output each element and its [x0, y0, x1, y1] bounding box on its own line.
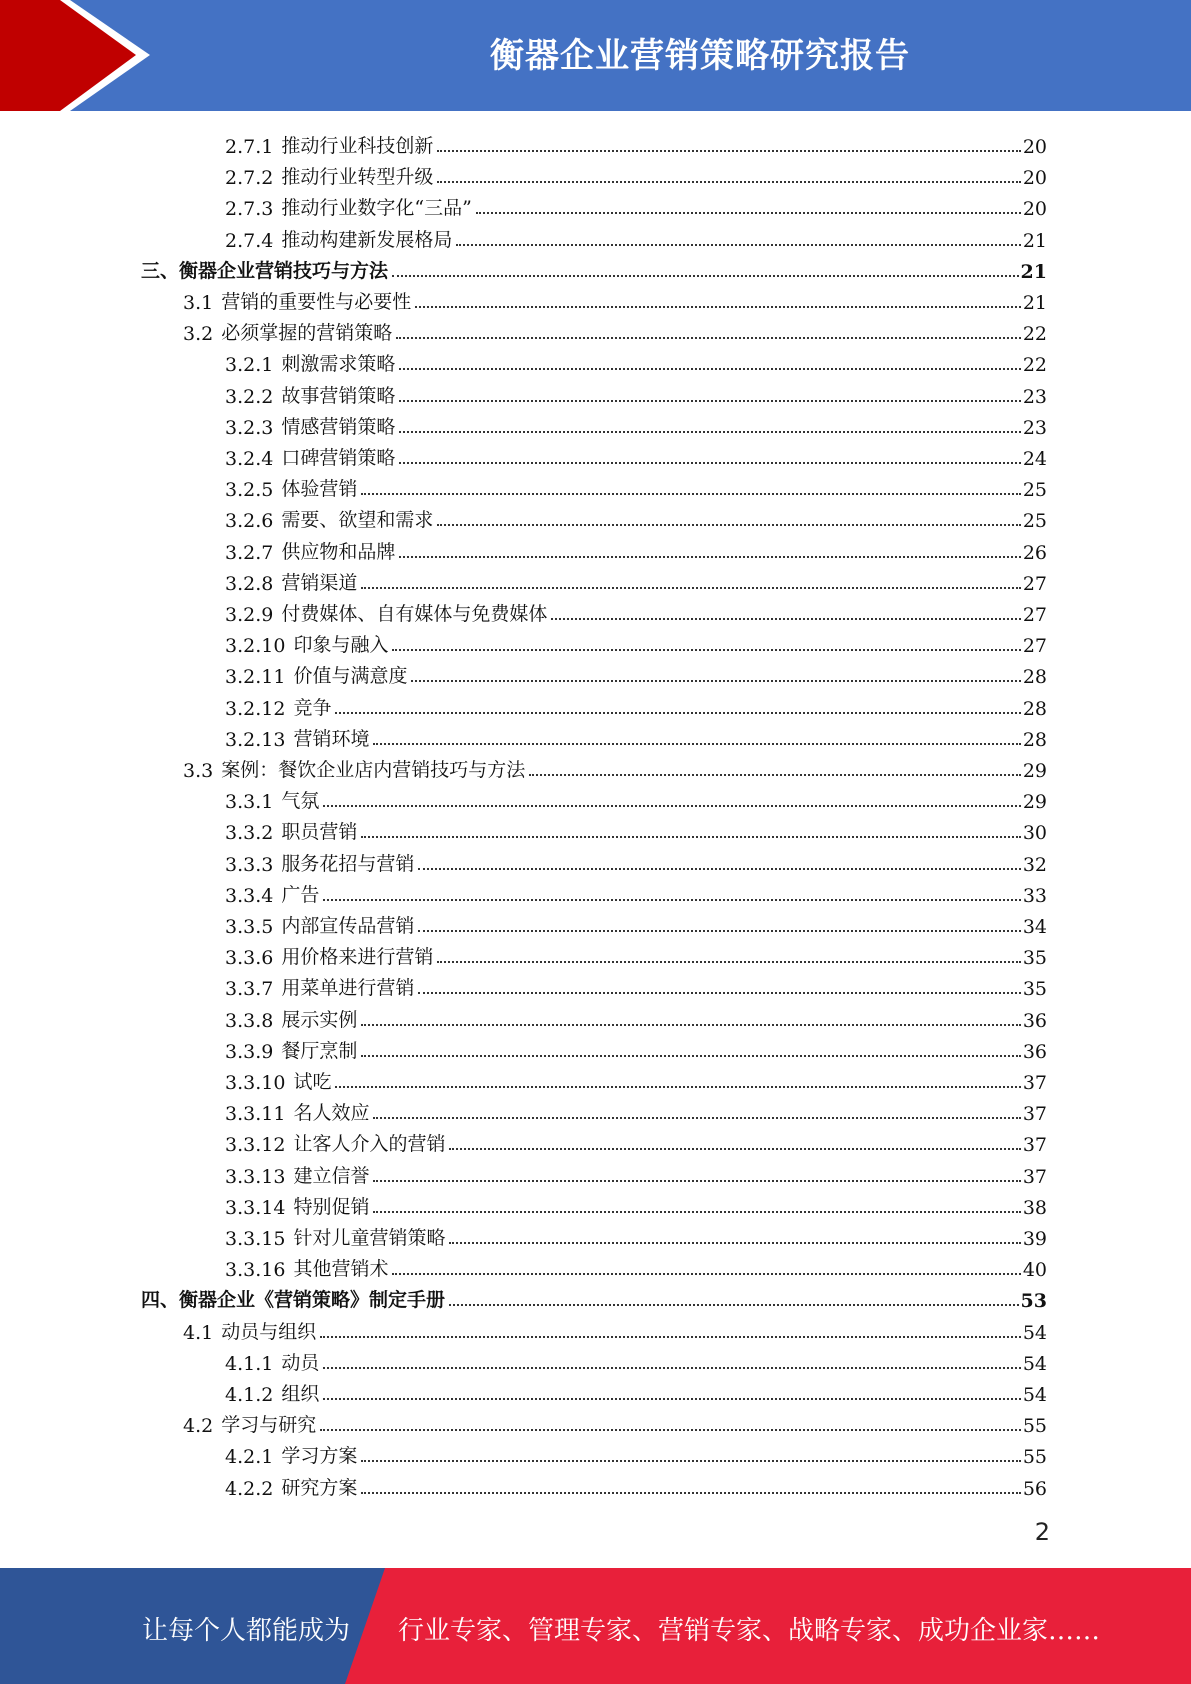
toc-entry-number: 3.3.11: [225, 1103, 286, 1125]
toc-entry-title: 需要、欲望和需求: [281, 509, 434, 531]
toc-entry-title: 服务花招与营销: [281, 853, 415, 875]
toc-entry-page: 20: [1022, 198, 1047, 220]
toc-entry-number: 4.1: [183, 1322, 214, 1344]
toc-entry[interactable]: [225, 813, 1047, 844]
toc-entry-number: 3.3: [183, 760, 214, 782]
toc-entry-title: 营销渠道: [281, 572, 358, 594]
toc-entry-number: 三、: [141, 260, 180, 282]
toc-entry-number: 2.7.2: [225, 167, 274, 189]
toc-entry-page: 54: [1022, 1353, 1047, 1375]
toc-entry-number: 3.3.3: [225, 854, 274, 876]
toc-entry[interactable]: [225, 1250, 1047, 1281]
toc-dot-leader: [361, 1023, 1020, 1026]
toc-entry-page: 28: [1022, 666, 1047, 688]
toc-entry[interactable]: [183, 1313, 1047, 1344]
toc-entry-page: 37: [1022, 1072, 1047, 1094]
toc-entry-number: 3.3.7: [225, 978, 274, 1000]
toc-entry-page: 37: [1022, 1103, 1047, 1125]
toc-entry-number: 2.7.3: [225, 198, 274, 220]
toc-entry-title: 推动构建新发展格局: [281, 229, 453, 251]
toc-entry-title: 营销环境: [293, 728, 370, 750]
toc-entry-title: 用价格来进行营销: [281, 946, 434, 968]
toc-dot-leader: [361, 1054, 1020, 1057]
toc-entry-number: 3.3.1: [225, 791, 274, 813]
toc-entry-title: 衡器企业营销技巧与方法: [179, 260, 389, 282]
toc-entry-title: 竞争: [293, 697, 332, 719]
toc-dot-leader: [361, 492, 1020, 495]
toc-entry-title: 动员与组织: [221, 1321, 317, 1343]
toc-entry-number: 3.2.13: [225, 729, 286, 751]
toc-entry-page: 37: [1022, 1134, 1047, 1156]
toc-entry[interactable]: [141, 252, 1047, 283]
footer-roles: 行业专家、管理专家、营销专家、战略专家、成功企业家……: [398, 1616, 1101, 1646]
toc-entry[interactable]: [225, 657, 1047, 688]
toc-dot-leader: [373, 1179, 1020, 1182]
toc-entry-number: 3.2.10: [225, 635, 286, 657]
toc-entry[interactable]: [225, 720, 1047, 751]
toc-entry-title: 推动行业科技创新: [281, 135, 434, 157]
toc-dot-leader: [449, 1303, 1019, 1306]
toc-dot-leader: [373, 1116, 1020, 1119]
toc-dot-leader: [323, 804, 1020, 807]
toc-entry-page: 27: [1022, 573, 1047, 595]
toc-entry-title: 让客人介入的营销: [293, 1133, 446, 1155]
toc-entry-title: 付费媒体、自有媒体与免费媒体: [281, 603, 548, 625]
toc-entry-title: 刺激需求策略: [281, 353, 396, 375]
toc-entry[interactable]: [225, 189, 1047, 220]
toc-entry-title: 印象与融入: [293, 634, 389, 656]
toc-entry-page: 23: [1022, 417, 1047, 439]
toc-entry-page: 35: [1022, 978, 1047, 1000]
toc-dot-leader: [399, 555, 1020, 558]
toc-entry[interactable]: [225, 1344, 1047, 1375]
toc-entry-page: 21: [1022, 230, 1047, 252]
toc-entry-title: 推动行业数字化“三品”: [281, 197, 472, 219]
page-number: 2: [1034, 1518, 1050, 1546]
toc-entry[interactable]: [225, 1469, 1047, 1500]
toc-dot-leader: [361, 1491, 1020, 1494]
toc-dot-leader: [418, 867, 1020, 870]
toc-entry-title: 组织: [281, 1383, 320, 1405]
toc-entry-title: 其他营销术: [293, 1258, 389, 1280]
toc-entry-number: 3.2: [183, 323, 214, 345]
toc-dot-leader: [476, 211, 1021, 214]
toc-entry-number: 3.3.12: [225, 1134, 286, 1156]
toc-entry-page: 20: [1022, 167, 1047, 189]
toc-entry[interactable]: [225, 470, 1047, 501]
toc-dot-leader: [551, 617, 1020, 620]
toc-entry-title: 故事营销策略: [281, 385, 396, 407]
toc-entry[interactable]: [225, 439, 1047, 470]
toc-dot-leader: [323, 1397, 1020, 1400]
toc-dot-leader: [437, 180, 1020, 183]
toc-entry-page: 25: [1022, 479, 1047, 501]
toc-dot-leader: [361, 1459, 1020, 1462]
toc-entry[interactable]: [225, 158, 1047, 189]
toc-dot-leader: [449, 1241, 1020, 1244]
toc-entry-page: 33: [1022, 885, 1047, 907]
toc-entry-title: 建立信誉: [293, 1165, 370, 1187]
toc-entry-title: 案例：餐饮企业店内营销技巧与方法: [221, 759, 526, 781]
toc-entry-title: 名人效应: [293, 1102, 370, 1124]
toc-dot-leader: [323, 898, 1020, 901]
toc-entry[interactable]: [225, 1032, 1047, 1063]
toc-entry-page: 28: [1022, 698, 1047, 720]
toc-entry-number: 3.2.12: [225, 698, 286, 720]
toc-dot-leader: [418, 929, 1020, 932]
toc-entry-title: 学习方案: [281, 1445, 358, 1467]
toc-entry-title: 学习与研究: [221, 1414, 317, 1436]
toc-entry-page: 35: [1022, 947, 1047, 969]
toc-entry[interactable]: [225, 689, 1047, 720]
toc-entry[interactable]: [225, 221, 1047, 252]
toc-entry-number: 3.2.9: [225, 604, 274, 626]
toc-entry-number: 4.1.2: [225, 1384, 274, 1406]
toc-dot-leader: [399, 461, 1020, 464]
toc-entry[interactable]: [225, 1157, 1047, 1188]
toc-dot-leader: [373, 742, 1020, 745]
toc-dot-leader: [392, 1272, 1020, 1275]
toc-entry-title: 广告: [281, 884, 320, 906]
toc-entry-number: 3.2.1: [225, 354, 274, 376]
toc-dot-leader: [396, 336, 1021, 339]
toc-entry[interactable]: [183, 283, 1047, 314]
toc-entry-number: 3.3.5: [225, 916, 274, 938]
toc-dot-leader: [392, 274, 1019, 277]
toc-entry-title: 口碑营销策略: [281, 447, 396, 469]
toc-entry[interactable]: [225, 377, 1047, 408]
toc-entry-page: 54: [1022, 1384, 1047, 1406]
toc-entry[interactable]: [183, 314, 1047, 345]
toc-entry[interactable]: [225, 1219, 1047, 1250]
toc-entry-title: 内部宣传品营销: [281, 915, 415, 937]
toc-entry[interactable]: [225, 345, 1047, 376]
toc-entry[interactable]: [225, 595, 1047, 626]
toc-dot-leader: [373, 1210, 1020, 1213]
toc-entry-page: 54: [1022, 1322, 1047, 1344]
toc-entry-page: 56: [1022, 1478, 1047, 1500]
toc-entry-number: 3.3.8: [225, 1010, 274, 1032]
toc-entry-page: 36: [1022, 1010, 1047, 1032]
toc-entry-page: 27: [1022, 635, 1047, 657]
toc-entry-title: 价值与满意度: [293, 665, 408, 687]
toc-entry-page: 34: [1022, 916, 1047, 938]
toc-entry-title: 衡器企业《营销策略》制定手册: [179, 1289, 446, 1311]
toc-entry-page: 28: [1022, 729, 1047, 751]
toc-entry[interactable]: [225, 564, 1047, 595]
toc-entry[interactable]: [225, 501, 1047, 532]
toc-entry-page: 40: [1022, 1259, 1047, 1281]
toc-dot-leader: [529, 773, 1021, 776]
toc-entry[interactable]: [225, 845, 1047, 876]
toc-entry[interactable]: [225, 408, 1047, 439]
toc-entry[interactable]: [225, 938, 1047, 969]
toc-entry-number: 3.3.13: [225, 1166, 286, 1188]
toc-dot-leader: [418, 991, 1020, 994]
toc-entry-number: 3.2.6: [225, 510, 274, 532]
toc-entry-number: 四、: [141, 1289, 180, 1311]
toc-entry-page: 29: [1022, 791, 1047, 813]
toc-entry-page: 21: [1022, 292, 1047, 314]
toc-dot-leader: [399, 430, 1020, 433]
toc-dot-leader: [437, 960, 1020, 963]
toc-dot-leader: [335, 711, 1020, 714]
toc-entry-number: 3.3.14: [225, 1197, 286, 1219]
toc-entry-number: 3.2.4: [225, 448, 274, 470]
toc-entry-title: 体验营销: [281, 478, 358, 500]
toc-entry[interactable]: [225, 1437, 1047, 1468]
toc-entry[interactable]: [225, 127, 1047, 158]
toc-entry-number: 3.3.4: [225, 885, 274, 907]
toc-entry-number: 3.2.2: [225, 386, 274, 408]
toc-dot-leader: [399, 367, 1020, 370]
toc-entry[interactable]: [225, 533, 1047, 564]
toc-entry[interactable]: [225, 969, 1047, 1000]
toc-entry-page: 39: [1022, 1228, 1047, 1250]
toc-dot-leader: [399, 399, 1020, 402]
footer-slogan: 让每个人都能成为: [142, 1616, 351, 1646]
toc-dot-leader: [320, 1428, 1021, 1431]
toc-entry-page: 55: [1022, 1446, 1047, 1468]
toc-entry-page: 55: [1022, 1415, 1047, 1437]
document-title: 衡器企业营销策略研究报告: [490, 36, 910, 76]
toc-entry-number: 3.3.2: [225, 822, 274, 844]
toc-entry-number: 3.2.5: [225, 479, 274, 501]
toc-entry-number: 3.3.15: [225, 1228, 286, 1250]
toc-entry-title: 动员: [281, 1352, 320, 1374]
toc-dot-leader: [437, 523, 1020, 526]
toc-dot-leader: [415, 305, 1021, 308]
toc-entry[interactable]: [225, 1001, 1047, 1032]
toc-entry-number: 3.3.9: [225, 1041, 274, 1063]
toc-entry[interactable]: [225, 1375, 1047, 1406]
toc-entry-title: 针对儿童营销策略: [293, 1227, 446, 1249]
toc-entry-page: 38: [1022, 1197, 1047, 1219]
toc-entry-page: 29: [1022, 760, 1047, 782]
toc-entry[interactable]: [225, 876, 1047, 907]
toc-dot-leader: [411, 679, 1020, 682]
toc-entry[interactable]: [225, 1125, 1047, 1156]
red-arrow-icon: [0, 0, 160, 111]
page-header: [0, 0, 1191, 111]
toc-entry-title: 餐厅烹制: [281, 1040, 358, 1062]
toc-entry-page: 36: [1022, 1041, 1047, 1063]
toc-entry-page: 22: [1022, 323, 1047, 345]
toc-entry[interactable]: [225, 1094, 1047, 1125]
toc-entry[interactable]: [225, 782, 1047, 813]
toc-entry-page: 53: [1020, 1290, 1047, 1312]
toc-dot-leader: [437, 149, 1020, 152]
toc-entry-title: 气氛: [281, 790, 320, 812]
toc-dot-leader: [361, 586, 1020, 589]
toc-entry-title: 推动行业转型升级: [281, 166, 434, 188]
toc-entry[interactable]: [141, 1281, 1047, 1312]
toc-entry-number: 3.2.11: [225, 666, 286, 688]
toc-entry-title: 情感营销策略: [281, 416, 396, 438]
toc-entry-number: 3.3.10: [225, 1072, 286, 1094]
toc-entry-number: 4.2.1: [225, 1446, 274, 1468]
toc-entry-title: 营销的重要性与必要性: [221, 291, 412, 313]
toc-entry-page: 25: [1022, 510, 1047, 532]
toc-entry-title: 职员营销: [281, 821, 358, 843]
toc-entry[interactable]: [225, 1188, 1047, 1219]
toc-entry-title: 特别促销: [293, 1196, 370, 1218]
toc-entry-number: 3.1: [183, 292, 214, 314]
toc-entry-page: 32: [1022, 854, 1047, 876]
toc-entry-page: 26: [1022, 542, 1047, 564]
toc-entry[interactable]: [183, 1406, 1047, 1437]
toc-entry-page: 24: [1022, 448, 1047, 470]
toc-entry-number: 3.3.16: [225, 1259, 286, 1281]
toc-entry-number: 2.7.1: [225, 136, 274, 158]
toc-dot-leader: [323, 1366, 1020, 1369]
toc-entry-page: 37: [1022, 1166, 1047, 1188]
toc-entry-number: 4.2.2: [225, 1478, 274, 1500]
toc-entry[interactable]: [225, 1063, 1047, 1094]
toc-dot-leader: [335, 1085, 1020, 1088]
toc-entry-number: 4.1.1: [225, 1353, 274, 1375]
toc-entry-page: 20: [1022, 136, 1047, 158]
toc-entry-number: 3.3.6: [225, 947, 274, 969]
toc-entry-number: 3.2.7: [225, 542, 274, 564]
toc-entry-title: 展示实例: [281, 1009, 358, 1031]
toc-entry-page: 23: [1022, 386, 1047, 408]
toc-entry-number: 2.7.4: [225, 230, 274, 252]
toc-entry[interactable]: [225, 626, 1047, 657]
toc-entry-page: 30: [1022, 822, 1047, 844]
toc-entry-number: 3.2.3: [225, 417, 274, 439]
toc-entry-page: 21: [1020, 261, 1047, 283]
toc-entry-number: 4.2: [183, 1415, 214, 1437]
page-footer: [0, 1568, 1191, 1684]
toc-dot-leader: [456, 243, 1020, 246]
toc-dot-leader: [361, 835, 1020, 838]
toc-entry-title: 必须掌握的营销策略: [221, 322, 393, 344]
toc-entry-title: 试吃: [293, 1071, 332, 1093]
toc-dot-leader: [449, 1147, 1020, 1150]
toc-entry-number: 3.2.8: [225, 573, 274, 595]
toc-dot-leader: [392, 648, 1020, 651]
toc-entry-title: 研究方案: [281, 1477, 358, 1499]
toc-entry-page: 22: [1022, 354, 1047, 376]
toc-entry[interactable]: [183, 751, 1047, 782]
toc-entry[interactable]: [225, 907, 1047, 938]
toc-entry-title: 供应物和品牌: [281, 541, 396, 563]
toc-entry-title: 用菜单进行营销: [281, 977, 415, 999]
toc-entry-page: 27: [1022, 604, 1047, 626]
toc-dot-leader: [320, 1335, 1021, 1338]
